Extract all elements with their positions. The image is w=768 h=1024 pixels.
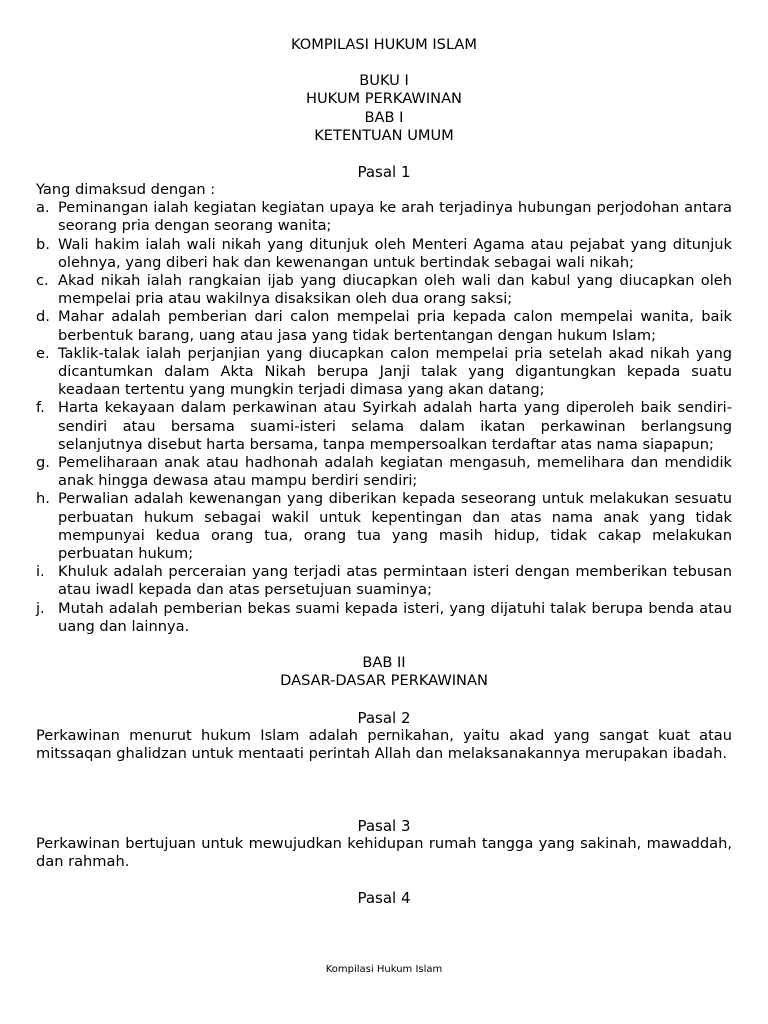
definition-text: Akad nikah ialah rangkaian ijab yang diucapkan oleh wali dan kabul yang diucapkan oleh mempelai pria atau wakilnya disaksikan oleh dua orang saksi; xyxy=(58,272,732,308)
definition-item xyxy=(36,454,732,490)
pasal2-heading: Pasal 2 xyxy=(357,708,411,727)
definition-marker: d. xyxy=(36,308,50,326)
definition-marker: i. xyxy=(36,563,45,581)
definition-text: Wali hakim ialah wali nikah yang ditunjuk oleh Menteri Agama atau pejabat yang ditunjuk olehnya, yang diberi hak dan kewenangan untuk bertindak sebagai wali nikah; xyxy=(58,235,732,271)
definition-text: Pemeliharaan anak atau hadhonah adalah kegiatan mengasuh, memelihara dan mendidik anak hingga dewasa atau mampu berdiri sendiri; xyxy=(58,454,732,490)
definition-marker: e. xyxy=(36,344,50,362)
title-block xyxy=(36,36,732,145)
definition-item xyxy=(36,345,732,400)
definition-marker: c. xyxy=(36,272,49,290)
document-title: KOMPILASI HUKUM ISLAM xyxy=(291,36,477,53)
chapter2-title: DASAR-DASAR PERKAWINAN xyxy=(280,672,488,690)
pasal1-intro: Yang dimaksud dengan : xyxy=(36,181,216,199)
definition-item xyxy=(36,563,732,599)
pasal1-definition-list xyxy=(36,199,732,636)
definition-item xyxy=(36,236,732,272)
definition-marker: f. xyxy=(36,399,45,417)
definition-text: Perwalian adalah kewenangan yang diberikan kepada seseorang untuk melakukan sesuatu perbuatan hukum sebagai wakil untuk kepentingan dan atas nama anak yang tidak mempunyai kedua orang tua, orang tua yang masih hidup, tidak cakap melakukan perbuatan hukum; xyxy=(58,490,732,563)
definition-marker: j. xyxy=(36,599,45,617)
chapter1-title: KETENTUAN UMUM xyxy=(314,126,454,144)
definition-text: Peminangan ialah kegiatan kegiatan upaya ke arah terjadinya hubungan perjodohan antara seorang pria dengan seorang wanita; xyxy=(58,199,732,235)
definition-item xyxy=(36,308,732,344)
definition-marker: h. xyxy=(36,490,50,508)
document-page xyxy=(36,36,732,907)
definition-text: Taklik-talak ialah perjanjian yang diucapkan calon mempelai pria setelah akad nikah yang dicantumkan dalam Akta Nikah berupa Janji talak yang digantungkan kepada suatu keadaan tertentu yang mungkin terjadi dimasa yang akan datang; xyxy=(58,344,732,399)
page-footer: Kompilasi Hukum Islam xyxy=(325,964,443,975)
book-title: HUKUM PERKAWINAN xyxy=(306,90,462,108)
definition-text: Khuluk adalah perceraian yang terjadi atas permintaan isteri dengan memberikan tebusan atau iwadl kepada dan atas persetujuan suaminya; xyxy=(58,563,732,599)
pasal3-text: Perkawinan bertujuan untuk mewujudkan kehidupan rumah tangga yang sakinah, mawaddah, dan rahmah. xyxy=(36,834,732,871)
definition-marker: g. xyxy=(36,454,50,472)
definition-item xyxy=(36,490,732,563)
pasal4-heading: Pasal 4 xyxy=(357,889,411,908)
book-label: BUKU I xyxy=(359,72,409,90)
definition-marker: a. xyxy=(36,199,50,217)
pasal3-heading: Pasal 3 xyxy=(357,816,411,835)
definition-text: Harta kekayaan dalam perkawinan atau Syirkah adalah harta yang diperoleh baik sendiri-sendiri atau bersama suami-isteri selama dalam ikatan perkawinan berlangsung selanjutnya disebut harta bersama, tanpa mempersoalkan terdaftar atas nama siapapun; xyxy=(58,399,732,453)
chapter2-block xyxy=(36,654,732,690)
definition-item xyxy=(36,399,732,454)
pasal2-text: Perkawinan menurut hukum Islam adalah pernikahan, yaitu akad yang sangat kuat atau mitssaqan ghalidzan untuk mentaati perintah Allah dan melaksanakannya merupakan ibadah. xyxy=(36,726,732,762)
definition-item xyxy=(36,600,732,636)
pasal1-heading: Pasal 1 xyxy=(357,163,411,182)
definition-text: Mahar adalah pemberian dari calon mempelai pria kepada calon mempelai wanita, baik berbentuk barang, uang atau jasa yang tidak bertentangan dengan hukum Islam; xyxy=(58,308,732,344)
definition-item xyxy=(36,272,732,308)
chapter1-label: BAB I xyxy=(364,108,404,126)
chapter2-label: BAB II xyxy=(362,654,406,672)
definition-marker: b. xyxy=(36,235,50,253)
definition-text: Mutah adalah pemberian bekas suami kepada isteri, yang dijatuhi talak berupa benda atau uang dan lainnya. xyxy=(58,599,732,635)
definition-item xyxy=(36,199,732,235)
